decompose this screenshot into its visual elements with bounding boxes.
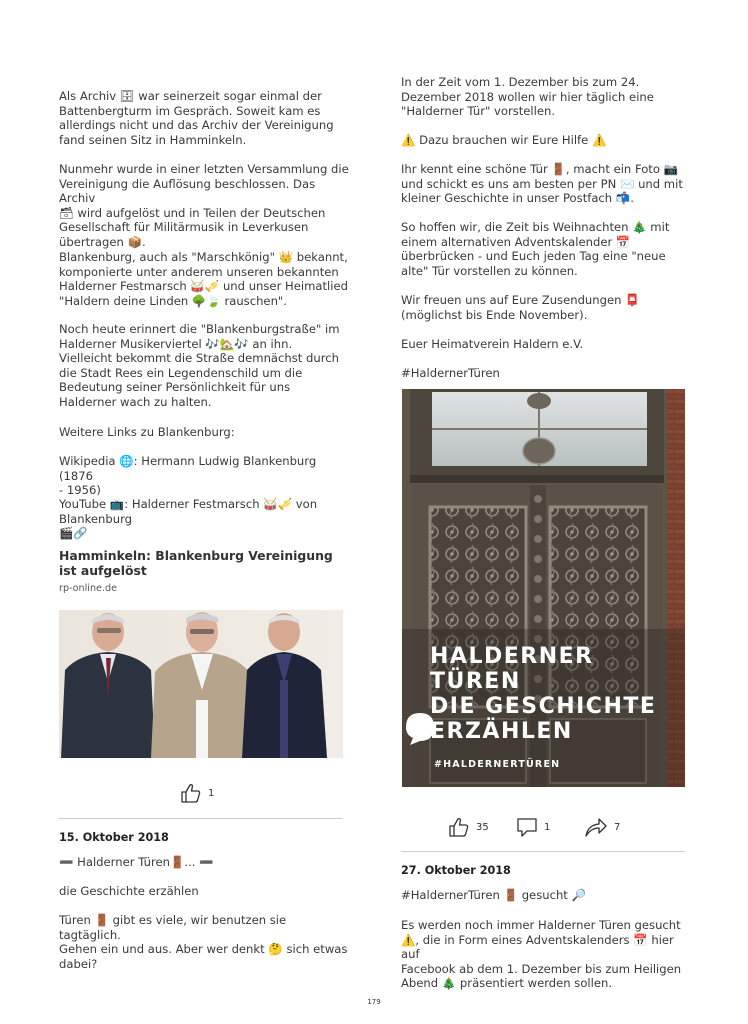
like-stat-right[interactable] xyxy=(448,816,489,838)
poster-hashtag: #HALDERNERTÜREN xyxy=(434,759,561,770)
like-count: 35 xyxy=(476,821,489,833)
comment-count: 1 xyxy=(544,821,551,833)
hashtag[interactable]: #HaldernerTüren xyxy=(401,366,500,380)
three-men-photo xyxy=(59,610,343,758)
thumbs-up-icon xyxy=(180,782,202,804)
post-date: 15. Oktober 2018 xyxy=(59,831,169,844)
divider xyxy=(59,818,343,819)
paragraph-help: ⚠️ Dazu brauchen wir Eure Hilfe ⚠️ xyxy=(401,133,607,147)
paragraph-street: Noch heute erinnert die "Blankenburgstraße" im Halderner Musikerviertel 🎶🏡🎶 an ihn. Vielleicht bekommt die Straße demnächst durch die Stadt Rees ein Legendenschild um die Bedeutung seiner Persönlichkeit für uns Halderner wach zu halten. xyxy=(59,322,340,409)
paragraph-signature: Euer Heimatverein Haldern e.V. xyxy=(401,337,584,351)
like-count: 1 xyxy=(208,787,215,799)
link-preview-title[interactable]: Hamminkeln: Blankenburg Vereinigung ist aufgelöst xyxy=(59,548,333,578)
link-preview-photo[interactable] xyxy=(59,610,343,758)
divider xyxy=(401,851,685,852)
paragraph-doors-every-day: Türen 🚪 gibt es viele, wir benutzen sie tagtäglich. Gehen ein und aus. Aber wer denkt 🤔 sich etwas dabei? xyxy=(59,913,348,971)
paragraph-doors-still-wanted: Es werden noch immer Halderner Türen gesucht ⚠️, die in Form eines Adventskalenders 📅 hier auf Facebook ab dem 1. Dezember bis zum Heiligen Abend 🎄 präsentiert werden sollen. xyxy=(401,918,682,991)
paragraph-december: In der Zeit vom 1. Dezember bis zum 24. Dezember 2018 wollen wir hier täglich eine "Halderner Tür" vorstellen. xyxy=(401,75,654,119)
link-preview-domain: rp-online.de xyxy=(59,583,117,594)
paragraph-archive: Als Archiv 🗄 war seinerzeit sogar einmal der Battenbergturm im Gespräch. Soweit kam es allerdings nicht und das Archiv der Vereinigung fand seinen Sitz in Hamminkeln. xyxy=(59,89,334,147)
paragraph-dissolution: Nunmehr wurde in einer letzten Versammlung die Vereinigung die Auflösung beschlossen. Das Archiv 🗃 wird aufgelöst und in Teilen der Deutschen Gesellschaft für Militärmusik in Leverkusen übertragen 📦. xyxy=(59,162,349,249)
page-number: 179 xyxy=(367,998,381,1006)
share-stat[interactable] xyxy=(584,816,620,838)
wikipedia-link[interactable]: Wikipedia 🌐: Hermann Ludwig Blankenburg (1876 - 1956) xyxy=(59,454,317,498)
thumbs-up-icon xyxy=(448,816,470,838)
paragraph-marschkoenig: Blankenburg, auch als "Marschkönig" 👑 bekannt, komponierte unter anderem unseren bekannten Halderner Festmarsch 🥁🎺 und unser Heimatlied "Haldern deine Linden 🌳🍃 rauschen". xyxy=(59,250,348,308)
youtube-link[interactable]: YouTube 📺: Halderner Festmarsch 🥁🎺 von Blankenburg 🎬🔗 xyxy=(59,497,318,541)
share-count: 7 xyxy=(614,821,621,833)
paragraph-story: die Geschichte erzählen xyxy=(59,884,199,898)
comment-icon xyxy=(516,816,538,838)
post-date: 27. Oktober 2018 xyxy=(401,864,511,877)
paragraph-doors-wanted: #HaldernerTüren 🚪 gesucht 🔎 xyxy=(401,888,586,902)
like-stat-left[interactable] xyxy=(180,782,214,804)
comment-stat[interactable] xyxy=(516,816,550,838)
paragraph-submissions: Wir freuen uns auf Eure Zusendungen 📮 (möglichst bis Ende November). xyxy=(401,293,640,322)
poster-title: HALDERNER TÜREN DIE GESCHICHTE ERZÄHLEN xyxy=(430,644,657,744)
paragraph-photo-request: Ihr kennt eine schöne Tür 🚪, macht ein Foto 📷 und schickt es uns am besten per PN ✉️ und mit kleiner Geschichte in unser Postfach 📬. xyxy=(401,162,683,206)
share-icon xyxy=(584,816,608,838)
paragraph-advent: So hoffen wir, die Zeit bis Weihnachten 🎄 mit einem alternativen Adventskalender 📅 überbrücken - und Euch jeden Tag eine "neue alte" Tür vorstellen zu können. xyxy=(401,220,670,278)
paragraph-links-heading: Weitere Links zu Blankenburg: xyxy=(59,425,235,439)
paragraph-doors-intro: ➖ Halderner Türen🚪... ➖ xyxy=(59,855,214,869)
